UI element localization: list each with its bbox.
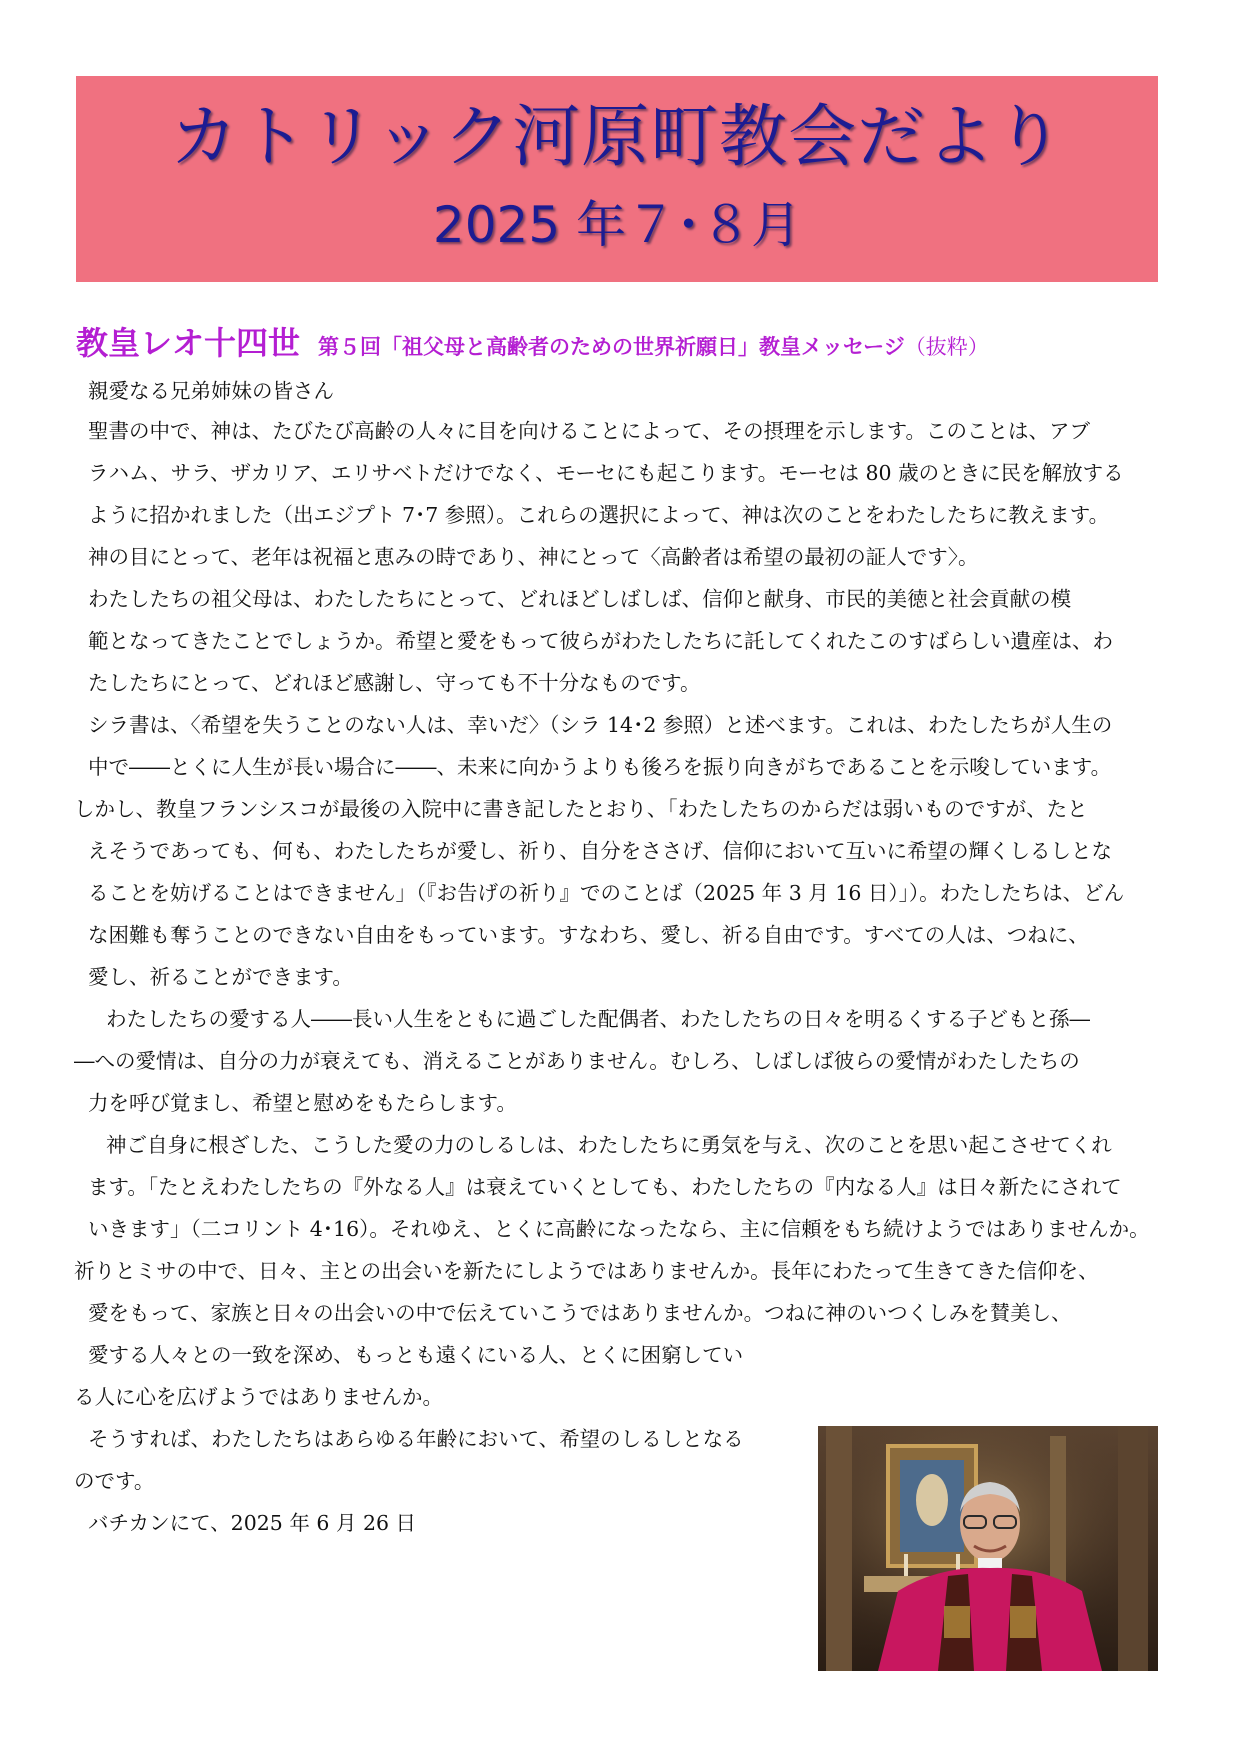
body-line: る人に心を広げようではありませんか。 <box>74 1385 443 1409</box>
body-line: 愛をもって、家族と日々の出会いの中で伝えていこうではありませんか。つねに神のいつくしみを賛美し、 <box>88 1301 1072 1325</box>
article-title: 第５回「祖父母と高齢者のための世界祈願日」教皇メッセージ <box>318 335 905 359</box>
body-line: たしたちにとって、どれほど感謝し、守っても不十分なものです。 <box>88 671 701 695</box>
body-line: 神の目にとって、老年は祝福と恵みの時であり、神にとって〈高齢者は希望の最初の証人です〉。 <box>88 545 979 569</box>
article-author: 教皇レオ十四世 <box>76 324 301 362</box>
body-line: 祈りとミサの中で、日々、主との出会いを新たにしようではありませんか。長年にわたって生きてきた信仰を、 <box>74 1259 1099 1283</box>
body-line: ―への愛情は、自分の力が衰えても、消えることがありません。むしろ、しばしば彼らの愛情がわたしたちの <box>74 1049 1080 1073</box>
body-line: 中で――とくに人生が長い場合に――、未来に向かうよりも後ろを振り向きがちであることを示唆しています。 <box>88 755 1112 779</box>
body-line: バチカンにて、2025 年 6 月 26 日 <box>88 1511 417 1535</box>
body-line: しかし、教皇フランシスコが最後の入院中に書き記したとおり、「わたしたちのからだは弱いものですが、たと <box>74 797 1088 821</box>
article-heading <box>76 318 1166 364</box>
body-line: のです。 <box>74 1469 155 1493</box>
body-line: 神ご自身に根ざした、こうした愛の力のしるしは、わたしたちに勇気を与え、次のことを思い起こさせてくれ <box>106 1133 1112 1157</box>
pope-portrait-photo <box>818 1426 1158 1671</box>
body-line: わたしたちの愛する人――長い人生をともに過ごした配偶者、わたしたちの日々を明るくする子どもと孫― <box>106 1007 1090 1031</box>
body-line: いきます」（二コリント 4･16）。それゆえ、とくに高齢になったなら、主に信頼をもち続けようではありませんか。 <box>88 1217 1150 1241</box>
body-line: 愛し、祈ることができます。 <box>88 965 353 989</box>
body-line: な困難も奪うことのできない自由をもっています。すなわち、愛し、祈る自由です。すべての人は、つねに、 <box>88 923 1089 947</box>
body-line: 愛する人々との一致を深め、もっとも遠くにいる人、とくに困窮してい <box>88 1343 744 1367</box>
article-note: （抜粋） <box>904 335 989 359</box>
newsletter-title: カトリック河原町教会だより <box>169 98 1065 177</box>
body-line: ることを妨げることはできません」（『お告げの祈り』でのことば（2025 年 3 月 16 日）」）。わたしたちは、どん <box>88 881 1125 905</box>
newsletter-banner <box>76 76 1158 282</box>
body-line: ように招かれました（出エジプト 7･7 参照）。これらの選択によって、神は次のことをわたしたちに教えます。 <box>88 503 1110 527</box>
body-line: 親愛なる兄弟姉妹の皆さん <box>88 379 334 403</box>
body-line: そうすれば、わたしたちはあらゆる年齢において、希望のしるしとなる <box>88 1427 744 1451</box>
body-line: わたしたちの祖父母は、わたしたちにとって、どれほどしばしば、信仰と献身、市民的美徳と社会貢献の模 <box>88 587 1072 611</box>
body-line: ラハム、サラ、ザカリア、エリサベトだけでなく、モーセにも起こります。モーセは 80 歳のときに民を解放する <box>88 461 1124 485</box>
body-line: 聖書の中で、神は、たびたび高齢の人々に目を向けることによって、その摂理を示します。このことは、アブ <box>88 419 1091 443</box>
body-line: 範となってきたことでしょうか。希望と愛をもって彼らがわたしたちに託してくれたこのすばらしい遺産は、わ <box>88 629 1113 653</box>
body-line: ます。「たとえわたしたちの『外なる人』は衰えていくとしても、わたしたちの『内なる人』は日々新たにされて <box>88 1175 1122 1199</box>
body-line: 力を呼び覚まし、希望と慰めをもたらします。 <box>88 1091 517 1115</box>
body-line: えそうであっても、何も、わたしたちが愛し、祈り、自分をささげ、信仰において互いに希望の輝くしるしとな <box>88 839 1112 863</box>
newsletter-date: 2025 年７･８月 <box>432 196 802 254</box>
body-line: シラ書は、〈希望を失うことのない人は、幸いだ〉（シラ 14･2 参照）と述べます。これは、わたしたちが人生の <box>88 713 1113 737</box>
